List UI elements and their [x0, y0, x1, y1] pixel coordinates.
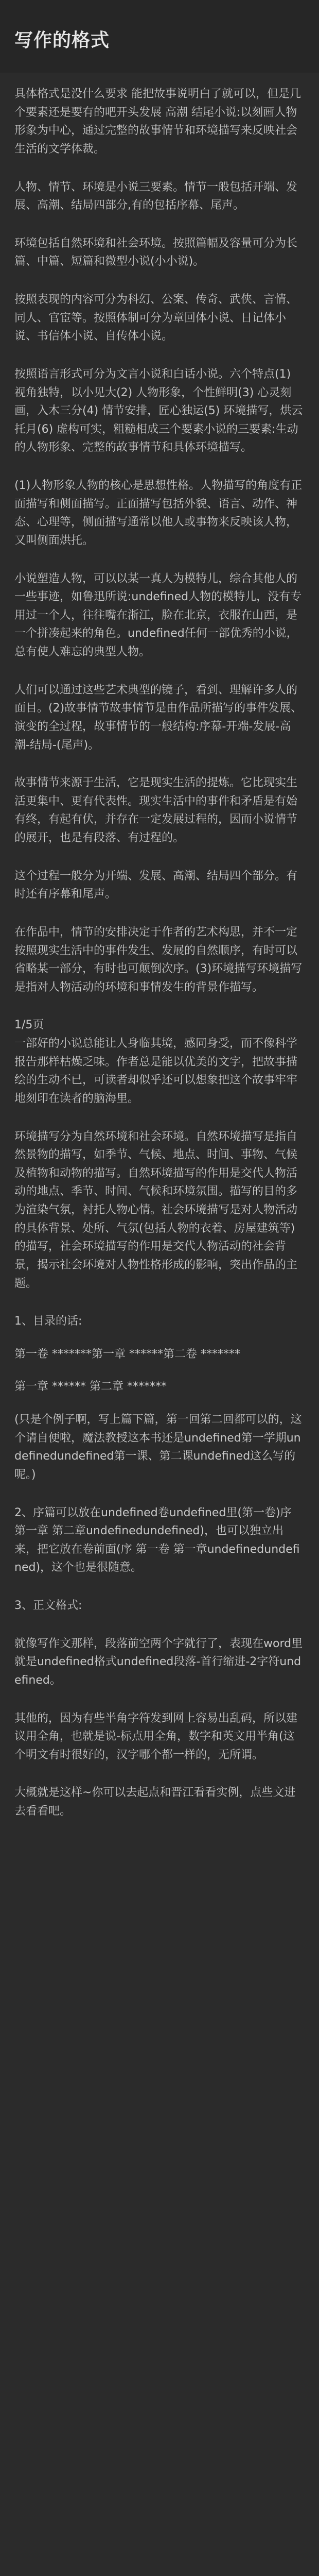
paragraph: 人物、情节、环境是小说三要素。情节一般包括开端、发展、高潮、结局四部分,有的包括序幕、尾声。	[14, 180, 298, 212]
paragraph: 1/5页 一部好的小说总能让人身临其境，感同身受，而不像科学报告那样枯燥乏味。作者总是能以优美的文字，把故事描绘的生动不已，可读者却似乎还可以想象把这个故事牢牢地刻印在读者的脑海里。	[14, 1019, 298, 1105]
paragraph: (只是个例子啊，写上篇下篇，第一回第二回都可以的，这个请自便啦，魔法教授这本书还是undefined第一学期undefinedundefined第一课、第二课undefined这么写的呢。)	[14, 1413, 302, 1481]
paragraph: (1)人物形象人物的核心是思想性格。人物描写的角度有正面描写和侧面描写。正面描写包括外貌、语言、动作、神态、心理等，侧面描写通常以他人或事物来反映该人物，又叫侧面烘托。	[14, 479, 303, 547]
paragraph: 其他的，因为有些半角字符发到网上容易出乱码，所以建议用全角，也就是说-标点用全角，数字和英文用半角(这个明文有时很好的，汉字哪个都一样的，无所谓。	[14, 1711, 298, 1761]
paragraph: 2、序篇可以放在undefined卷undefined里(第一卷)序 第一章 第二章undefinedundefined)，也可以独立出来，把它放在卷前面(序 第一卷 第一章undefinedundefined)，这个也是很随意。	[14, 1506, 300, 1574]
header	[0, 0, 319, 73]
page-title: 写作的格式	[14, 30, 110, 51]
paragraph: 人们可以通过这些艺术典型的镜子，看到、理解许多人的面目。(2)故事情节故事情节是由作品所描写的事件发展、演变的全过程，故事情节的一般结构:序幕-开端-发展-高潮-结局-(尾声)。	[14, 683, 303, 752]
paragraph: 小说塑造人物，可以以某一真人为模特儿，综合其他人的一些事迹，如鲁迅所说:undefined人物的模特儿，没有专用过一个人，往往嘴在浙江，脸在北京，衣服在山西，是一个拼凑起来的角色。undefined任何一部优秀的小说，总有使人难忘的典型人物。	[14, 572, 302, 658]
paragraph: 就像写作文那样，段落前空两个字就行了，表现在word里就是undefined格式undefined段落-首行缩进-2字符undefined。	[14, 1637, 303, 1687]
paragraph: 第一章 ****** 第二章 *******	[14, 1380, 167, 1394]
paragraph: 具体格式是没什么要求 能把故事说明白了就可以，但是几个要素还是要有的吧开头发展 高潮 结尾小说:以刻画人物形象为中心，通过完整的故事情节和环境描写来反映社会生活的文学体裁。	[14, 88, 301, 156]
paragraph: 故事情节来源于生活，它是现实生活的提炼。它比现实生活更集中、更有代表性。现实生活中的事件和矛盾是有始有终，有起有伏，并存在一定发展过程的，因而小说情节的展开，也是有段落、有过程的。	[14, 776, 298, 844]
article-body	[0, 73, 319, 1821]
paragraph: 环境包括自然环境和社会环境。按照篇幅及容量可分为长篇、中篇、短篇和微型小说(小小说)。	[14, 236, 298, 268]
paragraph: 环境描写分为自然环境和社会环境。自然环境描写是指自然景物的描写，如季节、气候、地点、时间、事物、气候及植物和动物的描写。自然环境描写的作用是交代人物活动的地点、季节、时间、气候和环境氛围。描写的目的多为渲染气氛，衬托人物心情。社会环境描写是对人物活动的具体背景、处所、气氛(包括人物的衣着、房屋建筑等)的描写，社会环境描写的作用是交代人物活动的社会背景，揭示社会环境对人物性格形成的影响，突出作品的主题。	[14, 1130, 298, 1290]
paragraph: 按照语言形式可分为文言小说和白话小说。六个特点(1) 视角独特，以小见大(2) 人物形象，个性鲜明(3) 心灵刻画，入木三分(4) 情节安排，匠心独运(5) 环境描写，烘云托月(6) 虚构可实，粗糙相成三个要素小说的三要素:生动的人物形象、完整的故事情节和具体环境描写。	[14, 367, 303, 454]
paragraph: 3、正文格式:	[14, 1599, 82, 1612]
paragraph: 第一卷 *******第一章 ******第二卷 *******	[14, 1347, 240, 1361]
paragraph: 1、目录的话:	[14, 1315, 82, 1328]
paragraph: 在作品中，情节的安排决定于作者的艺术构思，并不一定按照现实生活中的事件发生、发展的自然顺序，有时可以省略某一部分，有时也可颠倒次序。(3)环境描写环境描写是指对人物活动的环境和事情发生的背景作描写。	[14, 925, 303, 994]
paragraph: 大概就是这样~你可以去起点和晋江看看实例，点些文进去看看吧。	[14, 1786, 296, 1818]
paragraph: 按照表现的内容可分为科幻、公案、传奇、武侠、言情、同人、官宦等。按照体制可分为章回体小说、日记体小说、书信体小说、自传体小说。	[14, 293, 298, 343]
paragraph: 这个过程一般分为开端、发展、高潮、结局四个部分。有时还有序幕和尾声。	[14, 869, 298, 901]
